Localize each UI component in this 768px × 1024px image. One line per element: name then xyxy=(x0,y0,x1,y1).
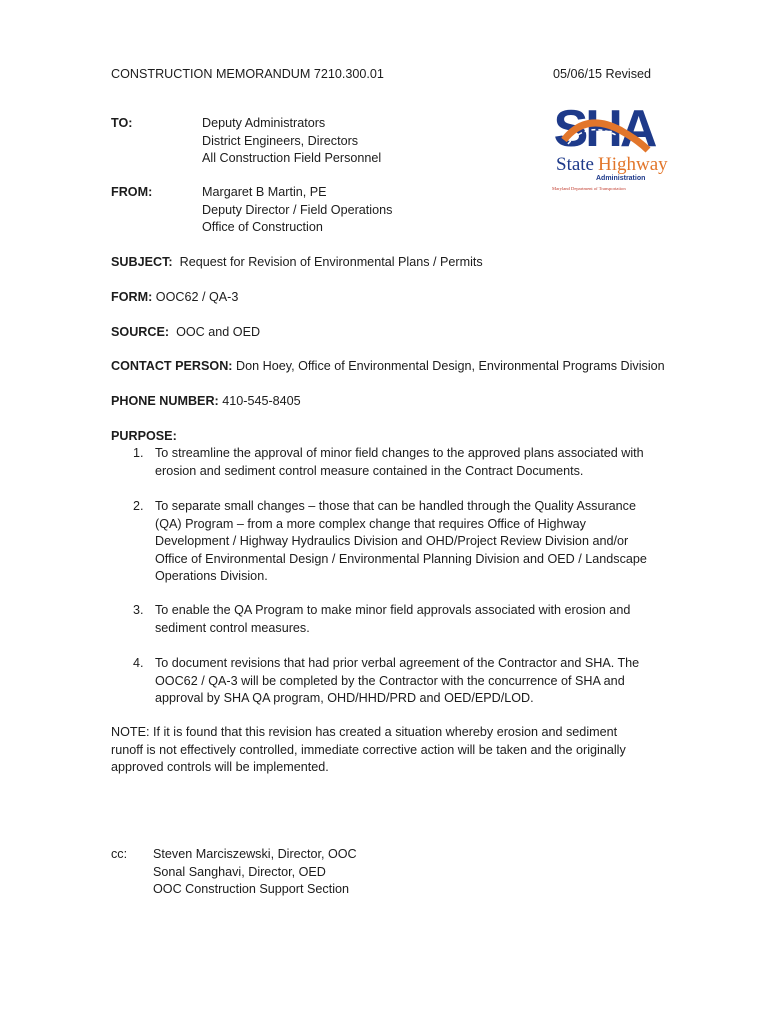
sha-logo xyxy=(548,90,668,200)
to-line: All Construction Field Personnel xyxy=(202,151,382,165)
phone-value: 410-545-8405 xyxy=(222,394,301,408)
form-label: FORM: xyxy=(111,290,153,304)
purpose-item-number: 1. xyxy=(133,446,144,460)
logo-state: State xyxy=(556,154,594,175)
cc-line: Sonal Sanghavi, Director, OED xyxy=(153,864,326,879)
phone-label: PHONE NUMBER: xyxy=(111,394,219,408)
phone-field xyxy=(111,393,301,411)
cc-line: OOC Construction Support Section xyxy=(153,882,349,896)
contact-value: Don Hoey, Office of Environmental Design, Environmental Programs Division xyxy=(236,359,665,373)
contact-field xyxy=(111,358,665,376)
purpose-label: PURPOSE: xyxy=(111,429,177,443)
purpose-item-line: erosion and sediment control measure contained in the Contract Documents. xyxy=(155,463,584,478)
note-line: runoff is not effectively controlled, immediate corrective action will be taken and the originally xyxy=(111,742,626,757)
from-line: Margaret B Martin, PE xyxy=(202,185,327,199)
cc-recipients xyxy=(153,846,357,899)
logo-mdot: Maryland Department of Transportation xyxy=(552,186,626,191)
cc-label: cc: xyxy=(111,847,128,861)
to-line: District Engineers, Directors xyxy=(202,133,359,148)
sha-letters: SHA xyxy=(553,100,655,158)
source-label: SOURCE: xyxy=(111,325,170,339)
form-field xyxy=(111,289,238,307)
subject-label: SUBJECT: xyxy=(111,255,173,269)
purpose-item-line: approval by SHA QA program, OHD/HHD/PRD and OED/EPD/LOD. xyxy=(155,691,534,705)
cc-line: Steven Marciszewski, Director, OOC xyxy=(153,847,357,861)
sha-logo-graphic xyxy=(548,90,668,200)
purpose-item-line: Operations Division. xyxy=(155,569,268,583)
form-value: OOC62 / QA-3 xyxy=(155,290,239,304)
source-field xyxy=(111,324,260,342)
memo-number: CONSTRUCTION MEMORANDUM 7210.300.01 xyxy=(111,67,384,81)
purpose-item-line: To document revisions that had prior verbal agreement of the Contractor and SHA. The xyxy=(155,656,640,670)
logo-highway: Highway xyxy=(598,154,668,175)
purpose-item-line: To separate small changes – those that can be handled through the Quality Assurance xyxy=(155,499,636,513)
from-sender xyxy=(202,184,392,237)
purpose-item-line: Development / Highway Hydraulics Division and OHD/Project Review Division and/or xyxy=(155,534,629,548)
to-label: TO: xyxy=(111,116,133,130)
purpose-item-line: To enable the QA Program to make minor field approvals associated with erosion and xyxy=(155,603,631,617)
note-paragraph xyxy=(111,724,626,777)
subject-value: Request for Revision of Environmental Plans / Permits xyxy=(179,255,483,269)
note-line: NOTE: If it is found that this revision has created a situation whereby erosion and sediment xyxy=(111,725,618,739)
purpose-item-line: Office of Environmental Design / Environmental Planning Division and OED / Landscape xyxy=(155,551,647,566)
purpose-item-line: OOC62 / QA-3 will be completed by the Contractor with the concurrence of SHA and xyxy=(155,673,625,688)
purpose-item-number: 4. xyxy=(133,656,144,670)
from-line: Office of Construction xyxy=(202,220,323,234)
source-value: OOC and OED xyxy=(176,325,261,339)
purpose-item-number: 3. xyxy=(133,603,144,617)
contact-label: CONTACT PERSON: xyxy=(111,359,233,373)
from-label: FROM: xyxy=(111,185,153,199)
memo-date: 05/06/15 Revised xyxy=(553,67,652,81)
purpose-item-line: To streamline the approval of minor field changes to the approved plans associated with xyxy=(155,446,644,460)
purpose-item-line: sediment control measures. xyxy=(155,620,310,635)
logo-administration: Administration xyxy=(596,175,646,182)
to-recipients xyxy=(202,115,381,168)
to-line: Deputy Administrators xyxy=(202,116,326,130)
from-line: Deputy Director / Field Operations xyxy=(202,202,393,217)
subject-field xyxy=(111,254,483,272)
purpose-item-line: (QA) Program – from a more complex change that requires Office of Highway xyxy=(155,516,586,531)
purpose-item-number: 2. xyxy=(133,499,144,513)
note-line: approved controls will be implemented. xyxy=(111,760,329,774)
